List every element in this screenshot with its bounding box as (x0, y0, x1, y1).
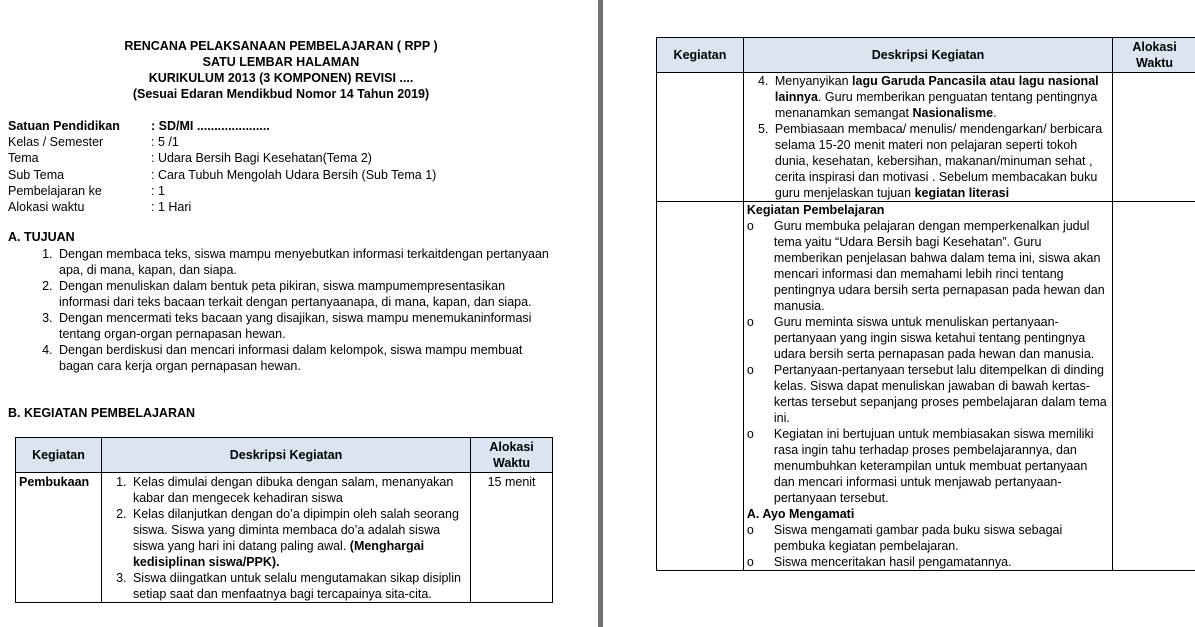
header-alokasi: Alokasi Waktu (471, 438, 553, 473)
title-line: RENCANA PELAKSANAAN PEMBELAJARAN ( RPP ) (124, 39, 438, 53)
item-bold-text: (Menghargai kedisiplinan siswa/PPK). (132, 539, 425, 569)
info-key: Alokasi waktu (8, 200, 85, 215)
list-item (772, 73, 1109, 121)
list-item: o Pertanyaan-pertanyaan tersebut lalu ditempelkan di dinding kelas. Siswa dapat menuliskan jawaban di bawah kertas-kertas tersebut sepanjang proses pembelajaran dalam tema ini. (771, 362, 1109, 426)
info-row (8, 183, 436, 199)
info-row (8, 150, 436, 166)
opening-steps (105, 474, 467, 602)
list-item: o Guru membuka pelajaran dengan memperkenalkan judul tema yaitu “Udara Bersih bagi Kesehatan”. Guru memberikan penjelasan bahwa dalam tema ini, siswa akan mencari informasi dan memahami lebih rinci tentang pentingnya udara bersih serta pernapasan pada hewan dan manusia. (771, 218, 1109, 314)
document-title (0, 38, 562, 102)
info-key: Satuan Pendidikan (8, 119, 120, 133)
table-header-row (16, 438, 553, 473)
info-row (8, 118, 436, 134)
header-alokasi: Alokasi Waktu (1113, 38, 1195, 73)
ayo-list (747, 522, 1109, 570)
cell-deskripsi (101, 473, 470, 603)
opening-steps-continued (747, 73, 1109, 201)
table-row (16, 473, 553, 603)
item-bold-text: Nasionalisme (912, 106, 994, 120)
activity-table (15, 437, 553, 603)
list-item (130, 506, 467, 570)
info-value: : 5 /1 (151, 135, 179, 150)
tujuan-list (8, 246, 556, 374)
title-line: SATU LEMBAR HALAMAN (202, 55, 360, 69)
list-item: o Guru meminta siswa untuk menuliskan pertanyaan-pertanyaan yang ingin siswa ketahui tentang pentingnya udara bersih serta pernapasan pada hewan dan manusia. (771, 314, 1109, 362)
info-key: Kelas / Semester (8, 135, 104, 150)
info-value: : Cara Tubuh Mengolah Udara Bersih (Sub Tema 1) (151, 167, 437, 182)
info-value: : 1 (151, 183, 165, 198)
header-kegiatan: Kegiatan (16, 438, 102, 473)
tujuan-item: 4. Dengan berdiskusi dan mencari informasi dalam kelompok, siswa mampu membuat bagan cara kerja organ pernapasan hewan. (56, 342, 556, 374)
identity-block (8, 118, 436, 215)
item-text: Menyanyikan (774, 74, 853, 88)
list-item: 3. Siswa diingatkan untuk selalu mengutamakan sikap disiplin setiap saat dan menfaatnya bagi tercapainya sita-cita. (130, 570, 467, 602)
cell-alokasi (1113, 202, 1195, 571)
title-line: (Sesuai Edaran Mendikbud Nomor 14 Tahun 2019) (132, 87, 430, 101)
info-row (8, 134, 436, 150)
item-text: . (993, 106, 997, 120)
info-row (8, 199, 436, 215)
inti-list (747, 218, 1109, 506)
cell-deskripsi (743, 73, 1112, 202)
tujuan-item: 2. Dengan menuliskan dalam bentuk peta pikiran, siswa mampumempresentasikan informasi dari teks bacaan terkait dengan pertanyaanapa, di mana, kapan, dan siapa. (56, 278, 556, 310)
info-value: : 1 Hari (151, 200, 192, 215)
table-row (657, 202, 1195, 571)
item-text: Pembiasaan membaca/ menulis/ mendengarkan/ berbicara selama 15-20 menit materi non pelajaran seperti tokoh dunia, kesehatan, kebersihan, makanan/minuman sehat , cerita inspirasi dan motivasi . Sebelum membacakan buku guru menjelaskan tujuan (774, 122, 1103, 200)
list-item: o Siswa mengamati gambar pada buku siswa sebagai pembuka kegiatan pembelajaran. (771, 522, 1109, 554)
item-text: . Guru memberikan penguatan tentang pentingnya menanamkan semangat (774, 90, 1098, 120)
cell-kegiatan: Pembukaan (16, 473, 102, 603)
section-heading-tujuan: A. TUJUAN (8, 230, 75, 244)
list-item: o Kegiatan ini bertujuan untuk membiasakan siswa memiliki rasa ingin tahu terhadap proses pembelajarannya, dan menumbuhkan keterampilan untuk membuat pertanyaan dan mencari informasi untuk menjawab pertanyaan-pertanyaan tersebut. (771, 426, 1109, 506)
tujuan-item: 3. Dengan mencermati teks bacaan yang disajikan, siswa mampu menemukaninformasi tentang organ-organ pernapasan hewan. (56, 310, 556, 342)
list-item: 1. Kelas dimulai dengan dibuka dengan salam, menanyakan kabar dan mengecek kehadiran siswa (130, 474, 467, 506)
ayo-mengamati-heading: A. Ayo Mengamati (746, 507, 855, 521)
header-deskripsi: Deskripsi Kegiatan (101, 438, 470, 473)
info-key: Tema (8, 151, 39, 166)
cell-alokasi: 15 menit (471, 473, 553, 603)
cell-deskripsi (743, 202, 1112, 571)
right-page (603, 0, 1195, 627)
item-bold-text: kegiatan literasi (914, 186, 1010, 200)
title-line: KURIKULUM 2013 (3 KOMPONEN) REVISI .... (148, 71, 414, 85)
item-text: Kelas dilanjutkan dengan do’a dipimpin oleh salah seorang siswa. Siswa yang diminta membaca do’a adalah siswa siswa yang hari ini datang paling awal. (132, 507, 459, 553)
cell-alokasi (1113, 73, 1195, 202)
activity-table-continued (656, 37, 1195, 571)
info-row (8, 167, 436, 183)
item-bold-text: lagu Garuda Pancasila atau lagu nasional lainnya (774, 74, 1099, 104)
header-kegiatan: Kegiatan (657, 38, 744, 73)
inti-heading: Kegiatan Pembelajaran (746, 203, 885, 217)
info-key: Pembelajaran ke (8, 183, 102, 198)
cell-kegiatan (657, 73, 744, 202)
cell-kegiatan (657, 202, 744, 571)
info-value: : Udara Bersih Bagi Kesehatan(Tema 2) (151, 151, 372, 166)
section-heading-kegiatan: B. KEGIATAN PEMBELAJARAN (8, 406, 196, 420)
list-item: o Siswa menceritakan hasil pengamatannya. (771, 554, 1109, 570)
list-item (772, 121, 1109, 201)
tujuan-item: 1. Dengan membaca teks, siswa mampu menyebutkan informasi terkaitdengan pertanyaan apa, di mana, kapan, dan siapa. (56, 246, 556, 278)
info-value: : SD/MI ..................... (151, 119, 270, 133)
table-row (657, 73, 1195, 202)
table-header-row (657, 38, 1195, 73)
info-key: Sub Tema (8, 167, 65, 182)
header-deskripsi: Deskripsi Kegiatan (743, 38, 1112, 73)
